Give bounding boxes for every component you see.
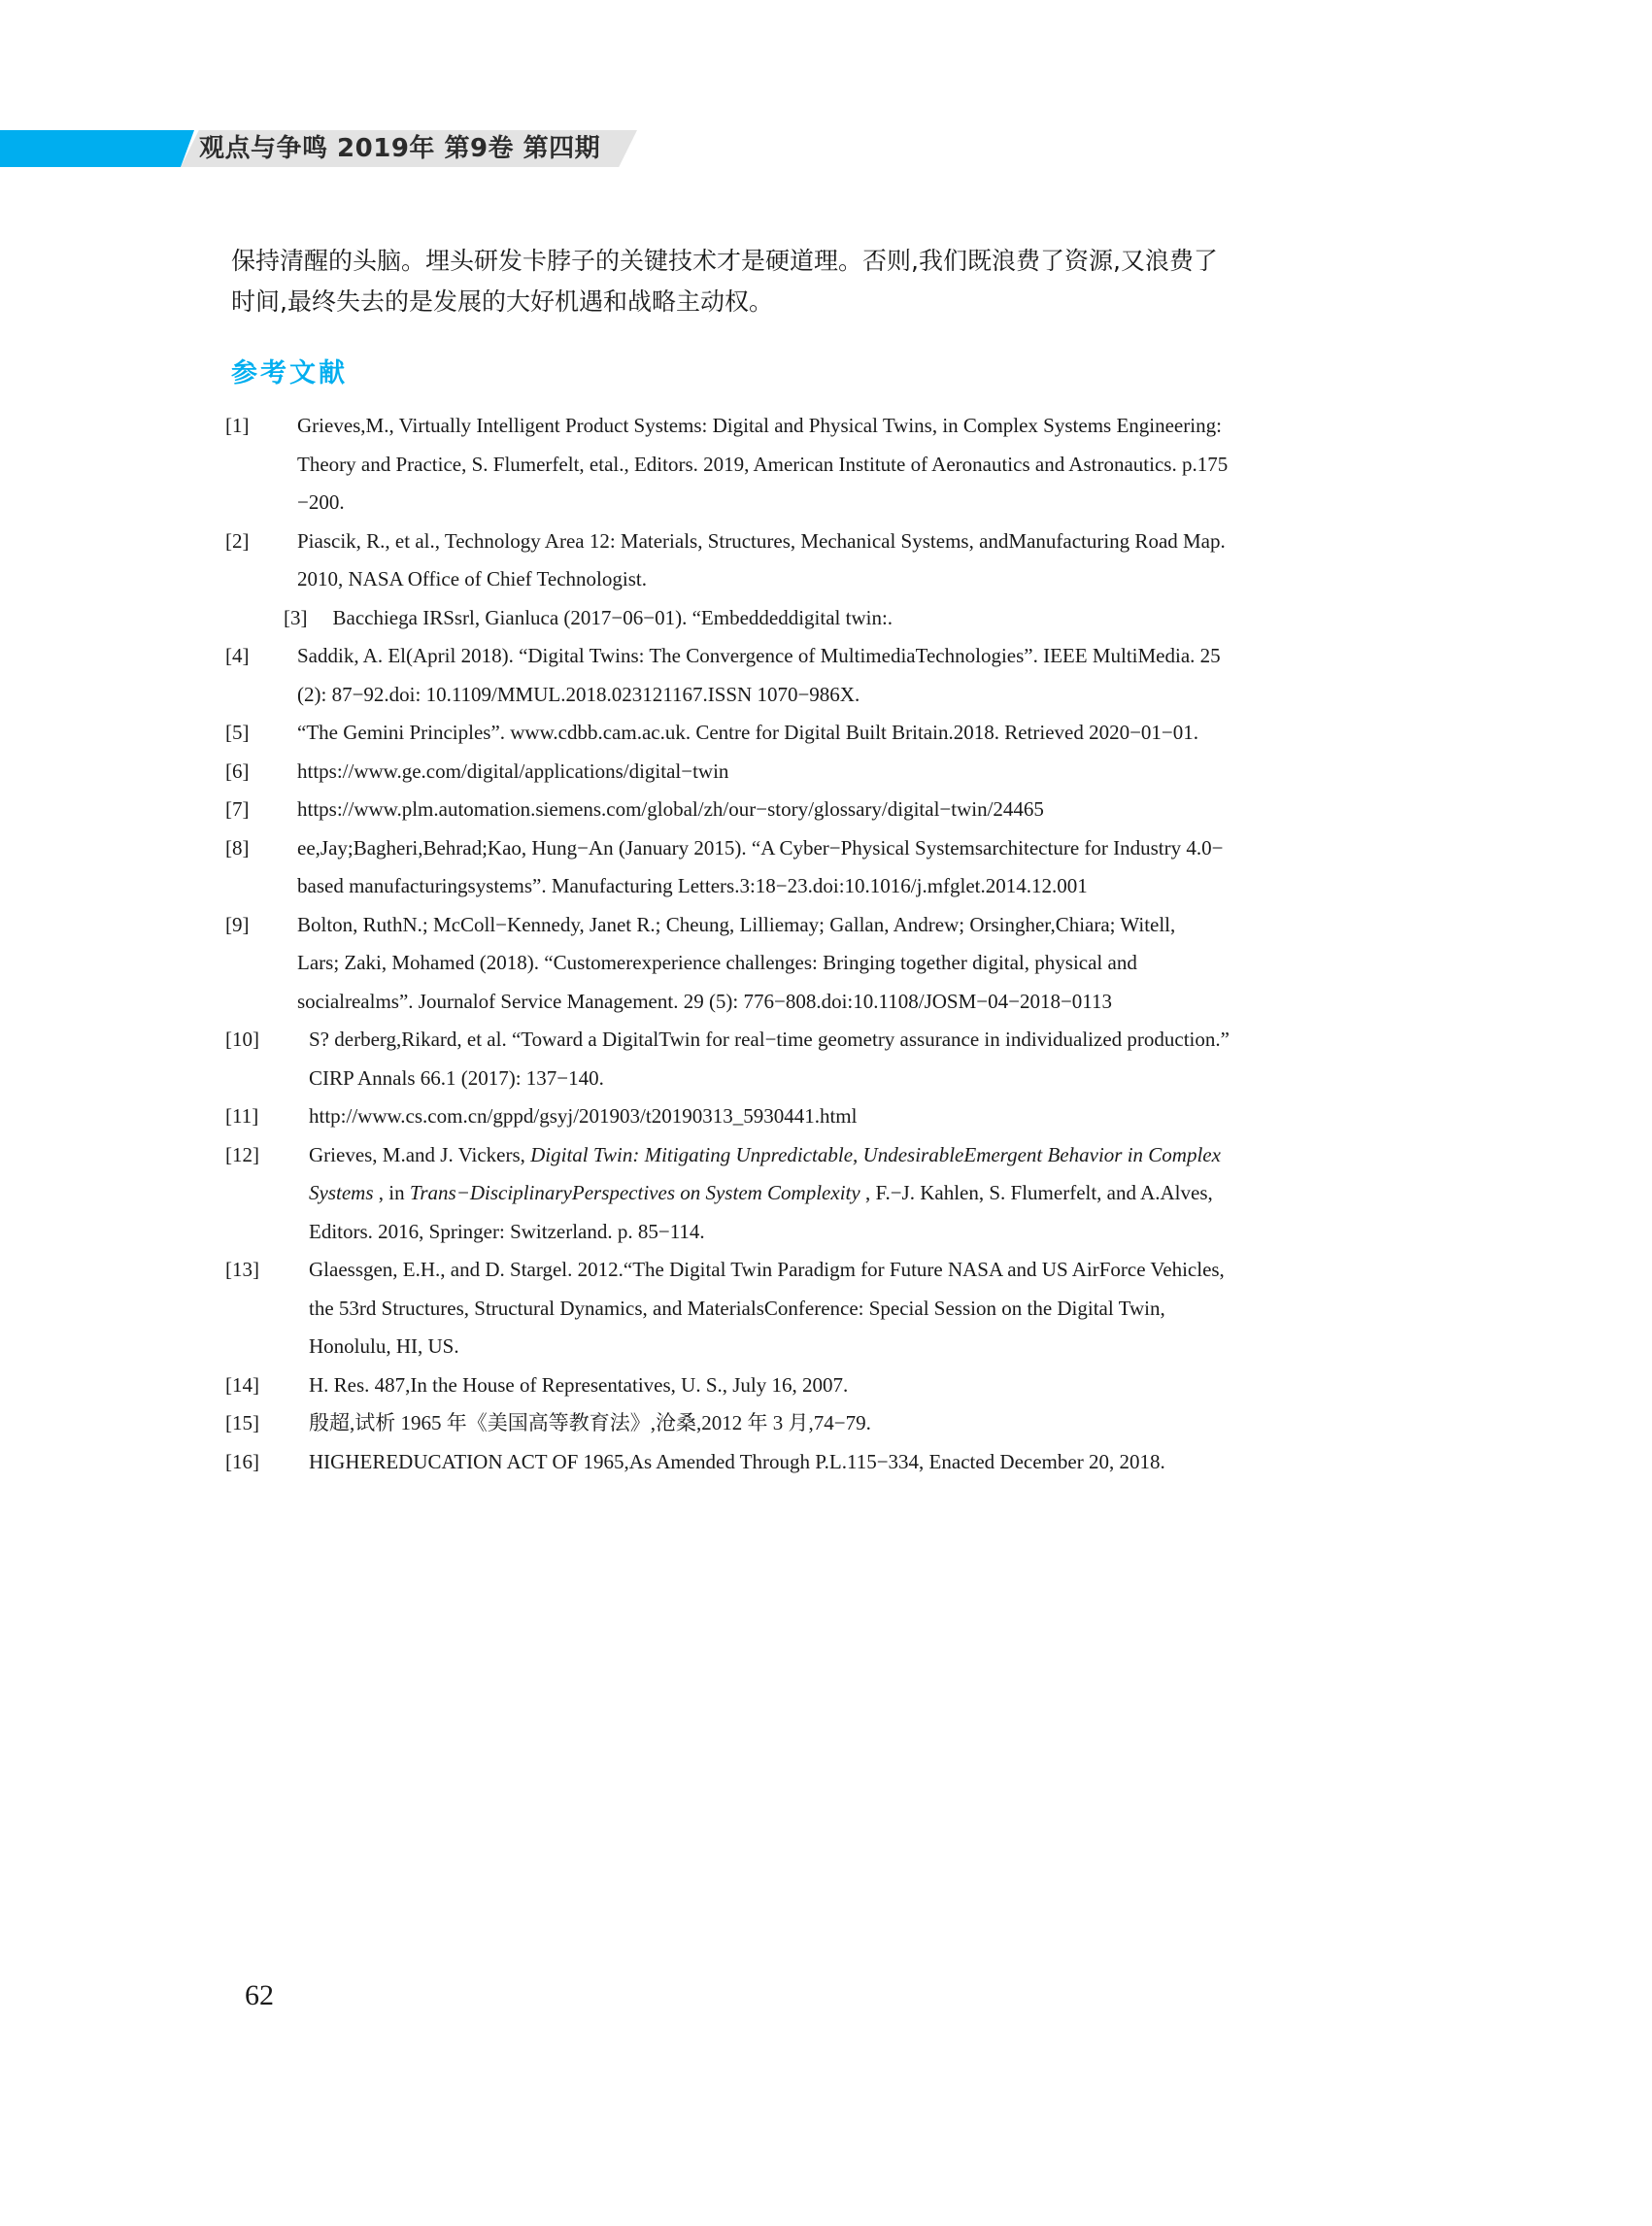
reference-number: [8] [225, 835, 250, 860]
reference-line: ee,Jay;Bagheri,Behrad;Kao, Hung−An (January 2015). “A Cyber−Physical Systemsarchitecture for Industry 4.0− [297, 835, 1224, 860]
reference-item [225, 637, 1422, 714]
reference-item [225, 1021, 1422, 1097]
reference-number: [15] [225, 1411, 259, 1434]
reference-number: [10] [225, 1028, 259, 1051]
reference-number: [7] [225, 797, 250, 821]
reference-number: [16] [225, 1449, 259, 1473]
reference-line: socialrealms”. Journalof Service Management. 29 (5): 776−808.doi:10.1108/JOSM−04−2018−0113 [297, 989, 1113, 1013]
reference-title-italic: Digital Twin: Mitigating Unpredictable, UndesirableEmergent Behavior in Complex [530, 1142, 1221, 1166]
reference-item [225, 906, 1422, 1022]
reference-line: Bolton, RuthN.; McColl−Kennedy, Janet R.; Cheung, Lilliemay; Gallan, Andrew; Orsingher,Chiara; Witell, [297, 912, 1176, 936]
reference-text: Grieves, M.and J. Vickers, [309, 1142, 531, 1166]
reference-line: Lars; Zaki, Mohamed (2018). “Customerexperience challenges: Bringing together digital, physical and [297, 951, 1137, 974]
reference-title-italic: Systems [309, 1181, 374, 1204]
reference-number: [4] [225, 644, 250, 667]
reference-number: [3] [284, 605, 308, 629]
reference-line: the 53rd Structures, Structural Dynamics, and MaterialsConference: Special Session on the Digital Twin, [309, 1296, 1165, 1320]
reference-link[interactable]: http://www.cs.com.cn/gppd/gsyj/201903/t20190313_5930441.html [309, 1104, 858, 1128]
reference-line: based manufacturingsystems”. Manufacturing Letters.3:18−23.doi:10.1016/j.mfglet.2014.12.001 [297, 874, 1088, 897]
body-line: 时间,最终失去的是发展的大好机遇和战略主动权。 [231, 287, 773, 316]
reference-number: [9] [225, 912, 250, 936]
reference-number: [1] [225, 414, 250, 437]
reference-text: , in [373, 1181, 410, 1204]
header-accent-band [0, 130, 194, 167]
body-line: 保持清醒的头脑。埋头研发卡脖子的关键技术才是硬道理。否则,我们既浪费了资源,又浪费了 [231, 247, 1218, 275]
reference-line: (2): 87−92.doi: 10.1109/MMUL.2018.023121167.ISSN 1070−986X. [297, 682, 860, 706]
reference-number: [14] [225, 1372, 259, 1397]
reference-line: Piascik, R., et al., Technology Area 12: Materials, Structures, Mechanical Systems, andManufacturing Road Map. [297, 528, 1226, 553]
reference-item [225, 829, 1422, 906]
reference-item [225, 599, 1422, 638]
reference-line: Glaessgen, E.H., and D. Stargel. 2012.“The Digital Twin Paradigm for Future NASA and US AirForce Vehicles, [309, 1258, 1225, 1281]
reference-line: 2010, NASA Office of Chief Technologist. [297, 567, 647, 590]
reference-number: [6] [225, 759, 250, 783]
reference-line: “The Gemini Principles”. www.cdbb.cam.ac.uk. Centre for Digital Built Britain.2018. Retrieved 2020−01−01. [297, 721, 1199, 744]
reference-line: 殷超,试析 1965 年《美国高等教育法》,沧桑,2012 年 3 月,74−79. [309, 1411, 871, 1434]
reference-item [225, 1443, 1422, 1482]
reference-line [309, 1174, 1422, 1213]
reference-item [225, 1136, 1422, 1252]
reference-line: Theory and Practice, S. Flumerfelt, etal., Editors. 2019, American Institute of Aeronautics and Astronautics. p.175 [297, 452, 1229, 476]
running-header-title: 观点与争鸣 2019年 第9卷 第四期 [199, 134, 601, 163]
reference-item [225, 407, 1422, 523]
reference-line: HIGHEREDUCATION ACT OF 1965,As Amended Through P.L.115−334, Enacted December 20, 2018. [309, 1449, 1165, 1473]
reference-text: , F.−J. Kahlen, S. Flumerfelt, and A.Alves, [860, 1181, 1213, 1204]
reference-number: [5] [225, 721, 250, 744]
reference-item [225, 1366, 1422, 1405]
reference-line: Editors. 2016, Springer: Switzerland. p. 85−114. [309, 1219, 705, 1243]
reference-link[interactable]: https://www.ge.com/digital/applications/digital−twin [297, 759, 729, 783]
reference-title-italic: Trans−DisciplinaryPerspectives on System Complexity [409, 1181, 860, 1204]
reference-line: Grieves,M., Virtually Intelligent Product Systems: Digital and Physical Twins, in Complex Systems Engineering: [297, 414, 1222, 437]
body-paragraph [231, 241, 1426, 322]
reference-item [225, 714, 1422, 753]
reference-line: H. Res. 487,In the House of Representatives, U. S., July 16, 2007. [309, 1372, 849, 1397]
reference-number: [12] [225, 1142, 259, 1166]
reference-line: −200. [297, 490, 345, 514]
reference-list [225, 407, 1422, 1481]
reference-link[interactable]: https://www.plm.automation.siemens.com/global/zh/our−story/glossary/digital−twin/24465 [297, 797, 1044, 821]
reference-item [225, 1404, 1422, 1443]
reference-item [225, 523, 1422, 599]
reference-line: Bacchiega IRSsrl, Gianluca (2017−06−01). “Embeddeddigital twin:. [332, 605, 893, 629]
references-heading: 参考文献 [231, 358, 348, 388]
reference-number: [13] [225, 1258, 259, 1281]
reference-number: [2] [225, 528, 250, 553]
reference-number: [11] [225, 1104, 259, 1128]
reference-line: Saddik, A. El(April 2018). “Digital Twins: The Convergence of MultimediaTechnologies”. IEEE MultiMedia. 25 [297, 644, 1221, 667]
page-number: 62 [245, 1979, 274, 2011]
reference-item [225, 791, 1422, 829]
reference-item [225, 1251, 1422, 1366]
reference-line: Honolulu, HI, US. [309, 1334, 459, 1358]
reference-line: CIRP Annals 66.1 (2017): 137−140. [309, 1065, 604, 1090]
reference-line: S? derberg,Rikard, et al. “Toward a DigitalTwin for real−time geometry assurance in individualized production.” [309, 1028, 1230, 1051]
reference-line [309, 1136, 1422, 1175]
reference-item [225, 753, 1422, 792]
reference-item [225, 1097, 1422, 1136]
